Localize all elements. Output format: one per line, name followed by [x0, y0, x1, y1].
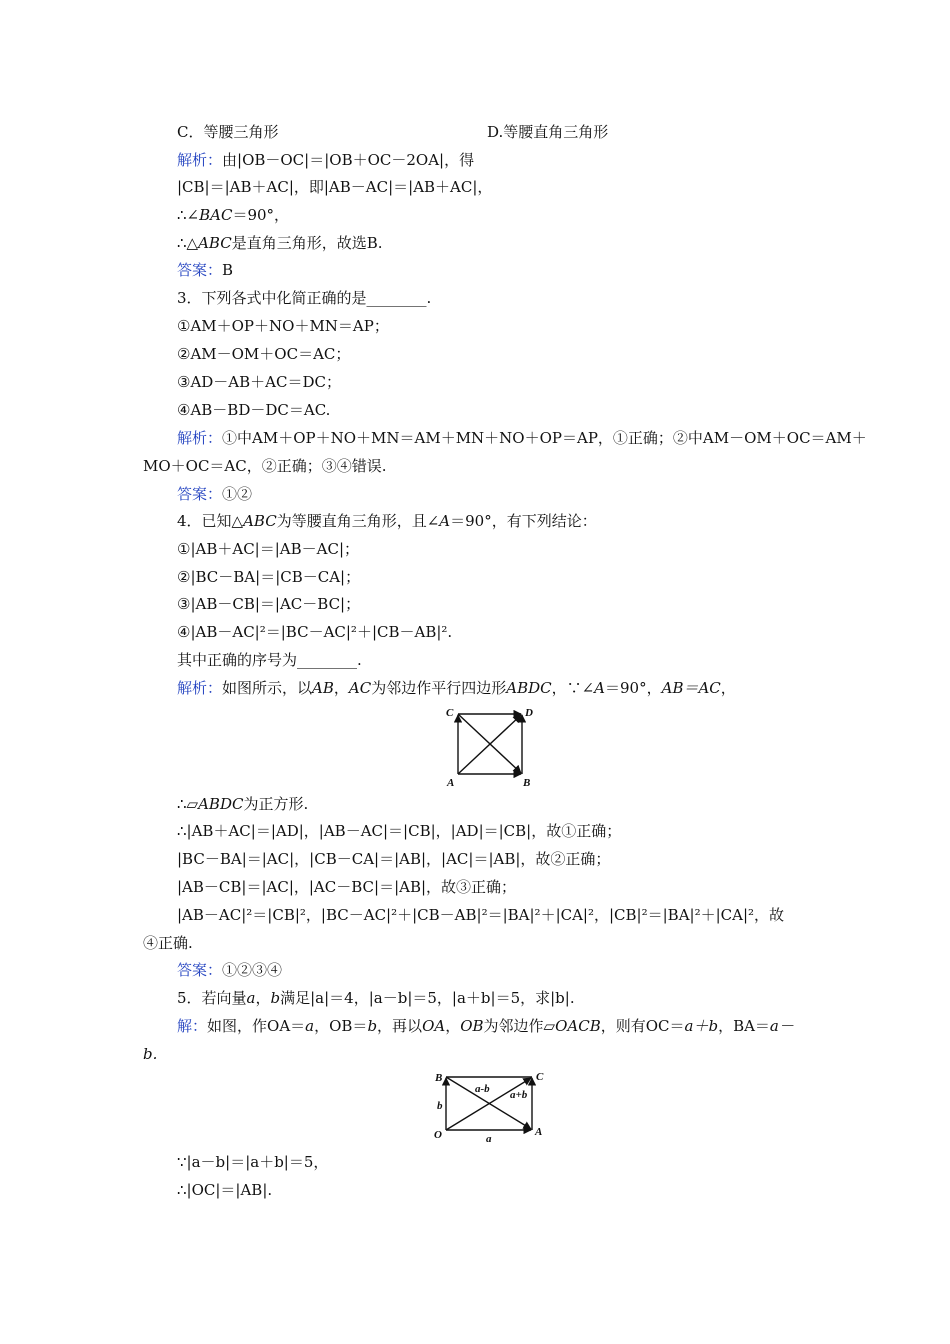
q3-stem: 3．下列各式中化简正确的是________.: [177, 289, 432, 307]
q3-jiexi-line1: 解析：①中AM＋OP＋NO＋MN＝AM＋MN＋NO＋OP＝AP，①正确；②中AM－OM＋OC＝AM＋: [177, 429, 867, 447]
q2-line2: |CB|＝|AB＋AC|，即|AB－AC|＝|AB＋AC|，: [177, 178, 493, 196]
label-d: D: [525, 707, 533, 719]
jie-label: 解：: [177, 1017, 208, 1035]
q3-item-2: ②AM－OM＋OC＝AC；: [177, 345, 351, 363]
q4-answer: 答案：①②③④: [177, 961, 283, 979]
label-c: C: [446, 707, 454, 719]
q5-stem: 5．若向量a，b满足|a|＝4，|a－b|＝5，|a＋b|＝5，求|b|.: [177, 989, 575, 1007]
q4-item-2: ②|BC－BA|＝|CB－CA|；: [177, 568, 361, 586]
q2-jiexi-line1: 解析：由|OB－OC|＝|OB＋OC－2OA|，得: [177, 151, 475, 169]
q2-line3: ∴∠BAC＝90°，: [177, 206, 290, 224]
answer-label: 答案：: [177, 961, 223, 979]
q4-item-1: ①|AB＋AC|＝|AB－AC|；: [177, 540, 359, 558]
answer-label: 答案：: [177, 261, 223, 279]
parallelogram-figure: [432, 1068, 552, 1146]
q5-so: ∴|OC|＝|AB|.: [177, 1181, 273, 1199]
q4-line-3: |AB－CB|＝|AC|，|AC－BC|＝|AB|，故③正确；: [177, 878, 517, 896]
q4-item-3: ③|AB－CB|＝|AC－BC|；: [177, 595, 361, 613]
q3-item-3: ③AD－AB＋AC＝DC；: [177, 373, 341, 391]
q4-line-1: ∴|AB＋AC|＝|AD|，|AB－AC|＝|CB|，|AD|＝|CB|，故①正确；: [177, 822, 622, 840]
q5-jie-line2: b.: [143, 1045, 158, 1063]
label-b: B: [523, 777, 531, 789]
q3-item-1: ①AM＋OP＋NO＋MN＝AP；: [177, 317, 389, 335]
answer-label: 答案：: [177, 485, 223, 503]
q4-square-line: ∴▱ABDC为正方形.: [177, 795, 309, 813]
jiexi-label: 解析：: [177, 429, 223, 447]
label-c: C: [536, 1071, 544, 1083]
option-c: C．等腰三角形: [177, 123, 279, 141]
q4-line-4b: ④正确.: [143, 934, 193, 952]
option-d: D.等腰直角三角形: [487, 123, 609, 141]
q4-line-2: |BC－BA|＝|AC|，|CB－CA|＝|AB|，|AC|＝|AB|，故②正确；: [177, 850, 611, 868]
label-a: A: [447, 777, 455, 789]
label-a-plus-b: a+b: [510, 1089, 528, 1101]
label-b: B: [435, 1072, 443, 1084]
q3-jiexi-line2: MO＋OC＝AC，②正确；③④错误.: [143, 457, 387, 475]
q3-item-4: ④AB－BD－DC＝AC.: [177, 401, 331, 419]
q2-line4: ∴△ABC是直角三角形，故选B.: [177, 234, 383, 252]
label-side-b: b: [437, 1100, 443, 1112]
square-figure: [444, 704, 540, 790]
jiexi-label: 解析：: [177, 151, 223, 169]
label-a-minus-b: a-b: [475, 1083, 490, 1095]
q4-stem: 4．已知△ABC为等腰直角三角形，且∠A＝90°，有下列结论：: [177, 512, 597, 530]
q5-since: ∵|a－b|＝|a＋b|＝5，: [177, 1153, 329, 1171]
q5-jie-line1: 解：如图，作OA＝a，OB＝b，再以OA，OB为邻边作▱OACB，则有OC＝a＋b，BA＝a－: [177, 1017, 794, 1035]
label-a: A: [535, 1126, 543, 1138]
q4-item-4: ④|AB－AC|²＝|BC－AC|²＋|CB－AB|².: [177, 623, 453, 641]
q3-answer: 答案：①②: [177, 485, 253, 503]
q4-jiexi-line1: 解析：如图所示，以AB，AC为邻边作平行四边形ABDC，∵∠A＝90°，AB＝AC，: [177, 679, 736, 697]
label-side-a: a: [486, 1133, 492, 1145]
diag-cb: [458, 714, 521, 773]
q2-answer: 答案：B: [177, 261, 234, 279]
q4-line-4a: |AB－AC|²＝|CB|²，|BC－AC|²＋|CB－AB|²＝|BA|²＋|CA|²，|CB|²＝|BA|²＋|CA|²，故: [177, 906, 785, 924]
label-o: O: [434, 1129, 442, 1141]
q4-ask: 其中正确的序号为________.: [177, 651, 362, 669]
jiexi-label: 解析：: [177, 679, 223, 697]
diag-ad: [458, 715, 521, 774]
